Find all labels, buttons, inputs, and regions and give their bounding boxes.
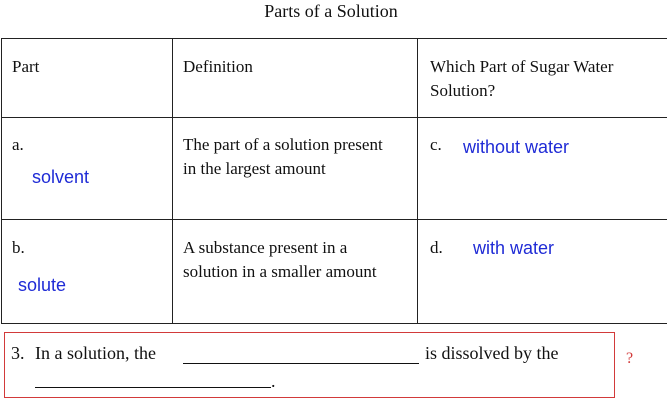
answer-blank-1[interactable] [183, 363, 419, 364]
question-number: 3. [11, 343, 25, 363]
row-b-letter: b. [12, 238, 25, 257]
column-divider [172, 39, 173, 323]
row-a-sugar-letter: c. [430, 135, 442, 154]
question-text-start: In a solution, the [35, 343, 156, 363]
row-divider [2, 117, 667, 118]
row-b-definition: A substance present in a solution in a smaller amount [183, 238, 377, 281]
row-a-letter: a. [12, 135, 24, 154]
question-box [4, 332, 615, 398]
answer-blank-2[interactable] [35, 387, 271, 388]
row-b-answer: solute [18, 275, 67, 295]
header-sugar-water: Which Part of Sugar Water Solution? [430, 57, 614, 100]
row-a-sugar-answer: without water [463, 137, 570, 157]
parts-table [1, 38, 667, 324]
question-text-end: . [271, 371, 276, 391]
column-divider [417, 39, 418, 323]
row-a-definition: The part of a solution present in the largest amount [183, 135, 383, 178]
header-definition: Definition [183, 57, 253, 76]
row-b-sugar-answer: with water [473, 238, 555, 258]
row-divider [2, 219, 667, 220]
question-mark-annotation: ? [626, 350, 634, 367]
row-a-answer: solvent [32, 167, 90, 187]
row-b-sugar-letter: d. [430, 238, 443, 257]
page-title: Parts of a Solution [264, 1, 398, 21]
question-text-middle: is dissolved by the [425, 343, 559, 363]
header-part: Part [12, 57, 40, 76]
